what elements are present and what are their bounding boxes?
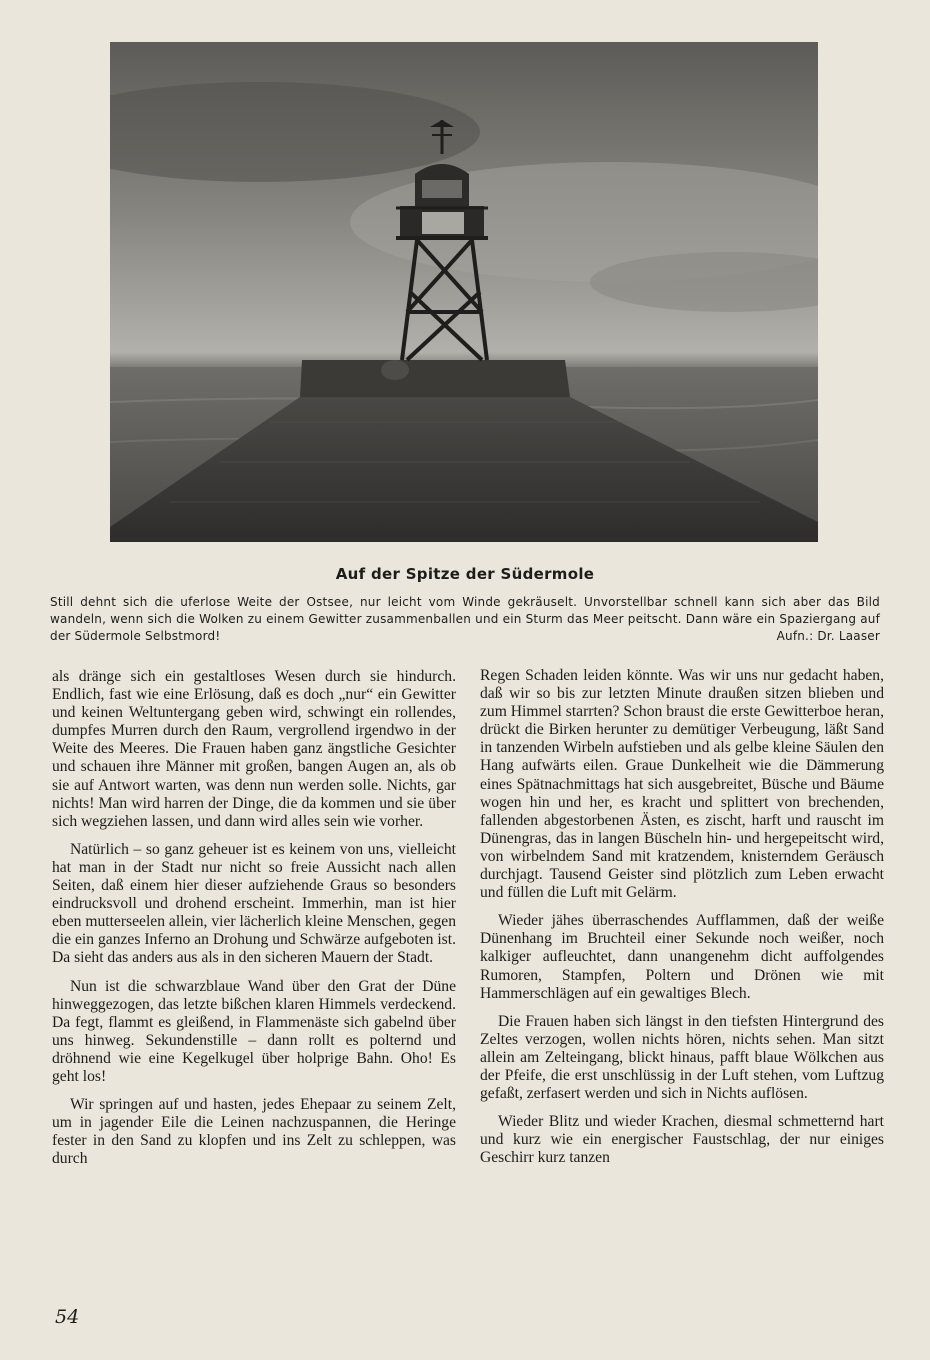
photo-credit: Aufn.: Dr. Laaser	[776, 629, 880, 643]
paragraph: als dränge sich ein gestaltloses Wesen durch sie hindurch. Endlich, fast wie eine Erlösung, daß es doch „nur“ ein Gewitter und keinen Weltuntergang geben wird, schwingt ein rollendes, dumpfes Murren durch den Raum, vergrollend irgendwo in der Weite des Meeres. Die Frauen haben ganz ängstliche Gesichter und schauen ihre Männer mit großen, bangen Augen an, als ob sie auf Antwort warten, was denn nun werden solle. Nichts, gar nichts! Man wird harren der Dinge, die da kommen und sie über sich wegziehen lassen, und dann wird alles sein wie vorher.	[52, 668, 456, 830]
paragraph: Regen Schaden leiden könnte. Was wir uns nur gedacht haben, daß wir so bis zur letzten Minute draußen sitzen blieben und zum Himmel starrten? Schon braust die erste Gewitterboe heran, drückt die Birken herunter zu demütiger Verbeugung, läßt Sand in tanzenden Wirbeln aufstieben und als gelbe kleine Säulen den Hang aufwärts eilen. Graue Dunkelheit wie die Dämmerung eines Spätnachmittags hat sich ausgebreitet, Büsche und Bäume wogen hin und her, es kracht und splittert von brechenden, fallenden abgestorbenen Ästen, es zischt, harft und rauscht im Dünengras, das in langen Büscheln hin- und hergepeitscht wird, von wirbelndem Sand mit kratzendem, knisterndem Geräusch durchjagt. Tausend Geister sind plötzlich zum Leben erwacht und füllen die Luft mit Gelärm.	[480, 667, 884, 902]
paragraph: Die Frauen haben sich längst in den tiefsten Hintergrund des Zeltes verzogen, wollen nichts hören, nichts sehen. Man sitzt allein am Zelteingang, blickt hinaus, pafft blaue Wölkchen aus der Pfeife, die erst unschlüssig in der Luft stehen, vom Luftzug gefaßt, zerfasert werden und sich in Nichts auflösen.	[480, 1012, 884, 1103]
paragraph: Nun ist die schwarzblaue Wand über den Grat der Düne hinweggezogen, das letzte bißchen klaren Himmels verdeckend. Da fegt, flammt es gleißend, in Flammenäste sich gabelnd über uns hinweg. Sekundenstille – dann rollt es polternd und dröhnend wie eine Kegelkugel über holprige Bahn. Oho! Es geht los!	[52, 977, 456, 1085]
page-number: 54	[55, 1306, 80, 1328]
paragraph: Wir springen auf und hasten, jedes Ehepaar zu seinem Zelt, um in jagender Eile die Leinen nachzuspannen, die Heringe fester in den Sand zu klopfen und ins Zelt zu schleppen, was durch	[52, 1096, 456, 1168]
paragraph: Natürlich – so ganz geheuer ist es keinem von uns, vielleicht hat man in der Stadt nur nicht so freie Aussicht nach allen Seiten, daß einem hier dieser aufziehende Graus so besonders eindrucksvoll und drohend erscheint. Immerhin, man ist hier eben mutterseelen allein, vier lächerlich kleine Menschen, gegen die ein ganzes Inferno an Drohung und Schwärze aufgeboten ist. Da sieht das anders aus als in den sicheren Mauern der Stadt.	[52, 840, 456, 967]
right-column	[480, 667, 884, 1177]
lighthouse-on-pier-image	[110, 42, 818, 542]
left-column	[52, 668, 456, 1178]
lighthouse-photo	[110, 42, 818, 542]
paragraph: Wieder Blitz und wieder Krachen, diesmal schmetternd hart und kurz wie ein energischer Faustschlag, der nur einiges Geschirr kurz tanzen	[480, 1113, 884, 1167]
paragraph: Wieder jähes überraschendes Aufflammen, daß der weiße Dünenhang im Bruchteil einer Sekunde noch weißer, noch kalkiger aufleuchtet, dann unangenehm dicht auffolgendes Rumoren, Stampfen, Poltern und Drönen wie mit Hammerschlägen auf ein gewaltiges Blech.	[480, 912, 884, 1002]
caption-body: Still dehnt sich die uferlose Weite der Ostsee, nur leicht vom Winde gekräuselt. Unvorstellbar schnell kann sich aber das Bild wandeln, wenn sich die Wolken zu einem Gewitter zusammenballen und ein Sturm das Meer peitscht. Dann wäre ein Spaziergang auf der Südermole Selbstmord!	[50, 595, 880, 643]
caption-title: Auf der Spitze der Südermole	[335, 565, 595, 583]
caption-text	[50, 594, 880, 645]
